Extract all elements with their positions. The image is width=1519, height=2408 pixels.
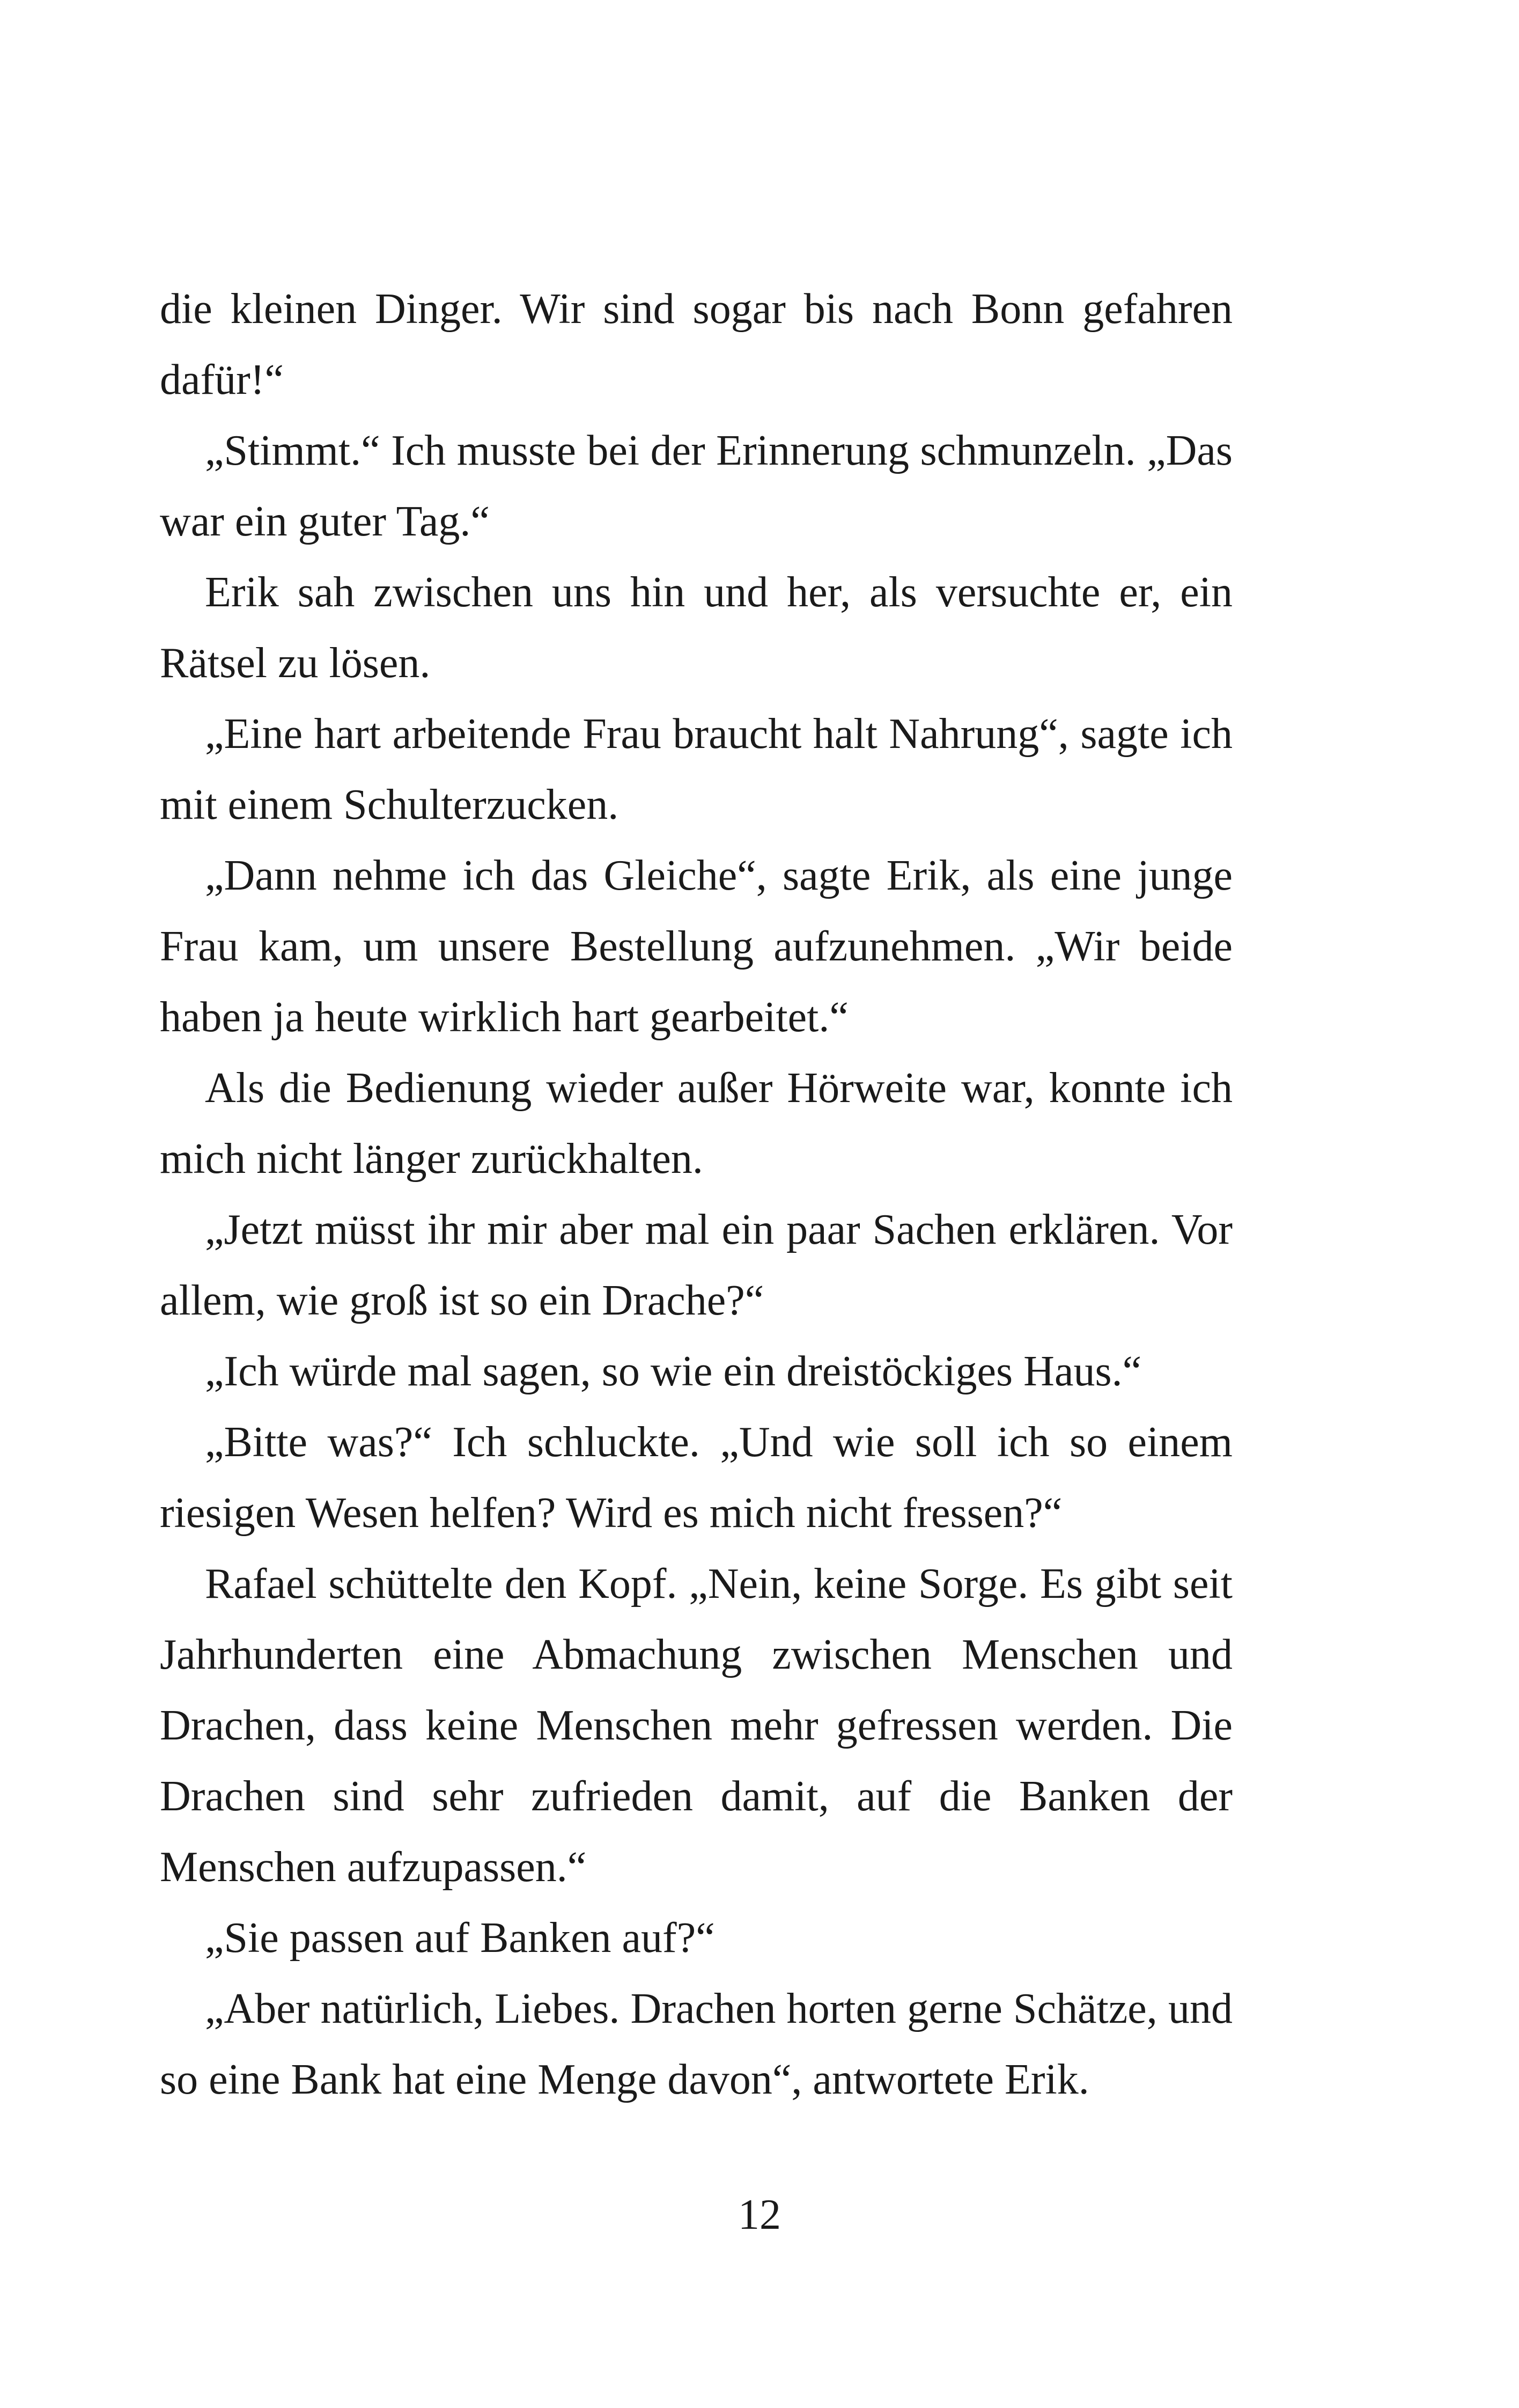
paragraph: „Bitte was?“ Ich schluckte. „Und wie soll ich so einem riesigen Wesen helfen? Wird es mich nicht fressen?“	[160, 1419, 1233, 1537]
page-number: 12	[738, 2191, 781, 2238]
paragraph: Als die Bedienung wieder außer Hörweite war, konnte ich mich nicht länger zurückhalten.	[160, 1064, 1233, 1183]
paragraph: „Ich würde mal sagen, so wie ein dreistöckiges Haus.“	[205, 1348, 1142, 1395]
paragraph: „Eine hart arbeitende Frau braucht halt Nahrung“, sagte ich mit einem Schulterzucken.	[160, 710, 1233, 828]
paragraph: „Aber natürlich, Liebes. Drachen horten gerne Schätze, und so eine Bank hat eine Menge davon“, antwortete Erik.	[160, 1985, 1233, 2103]
paragraph: „Stimmt.“ Ich musste bei der Erinnerung schmunzeln. „Das war ein guter Tag.“	[160, 427, 1233, 545]
paragraph: „Dann nehme ich das Gleiche“, sagte Erik, als eine junge Frau kam, um unsere Bestellung aufzunehmen. „Wir beide haben ja heute wirklich hart gearbeitet.“	[160, 852, 1233, 1041]
paragraph: „Jetzt müsst ihr mir aber mal ein paar Sachen erklären. Vor allem, wie groß ist so ein Drache?“	[160, 1206, 1233, 1324]
paragraph: Erik sah zwischen uns hin und her, als versuchte er, ein Rätsel zu lösen.	[160, 569, 1233, 687]
paragraph: „Sie passen auf Banken auf?“	[205, 1914, 715, 1962]
paragraph-continuation: die kleinen Dinger. Wir sind sogar bis nach Bonn gefahren dafür!“	[160, 285, 1233, 403]
body-text	[160, 274, 1233, 2115]
paragraph: Rafael schüttelte den Kopf. „Nein, keine Sorge. Es gibt seit Jahrhunderten eine Abmachung zwischen Menschen und Drachen, dass keine Menschen mehr gefressen werden. Die Drachen sind sehr zufrieden damit, auf die Banken der Menschen aufzupassen.“	[160, 1560, 1233, 1891]
